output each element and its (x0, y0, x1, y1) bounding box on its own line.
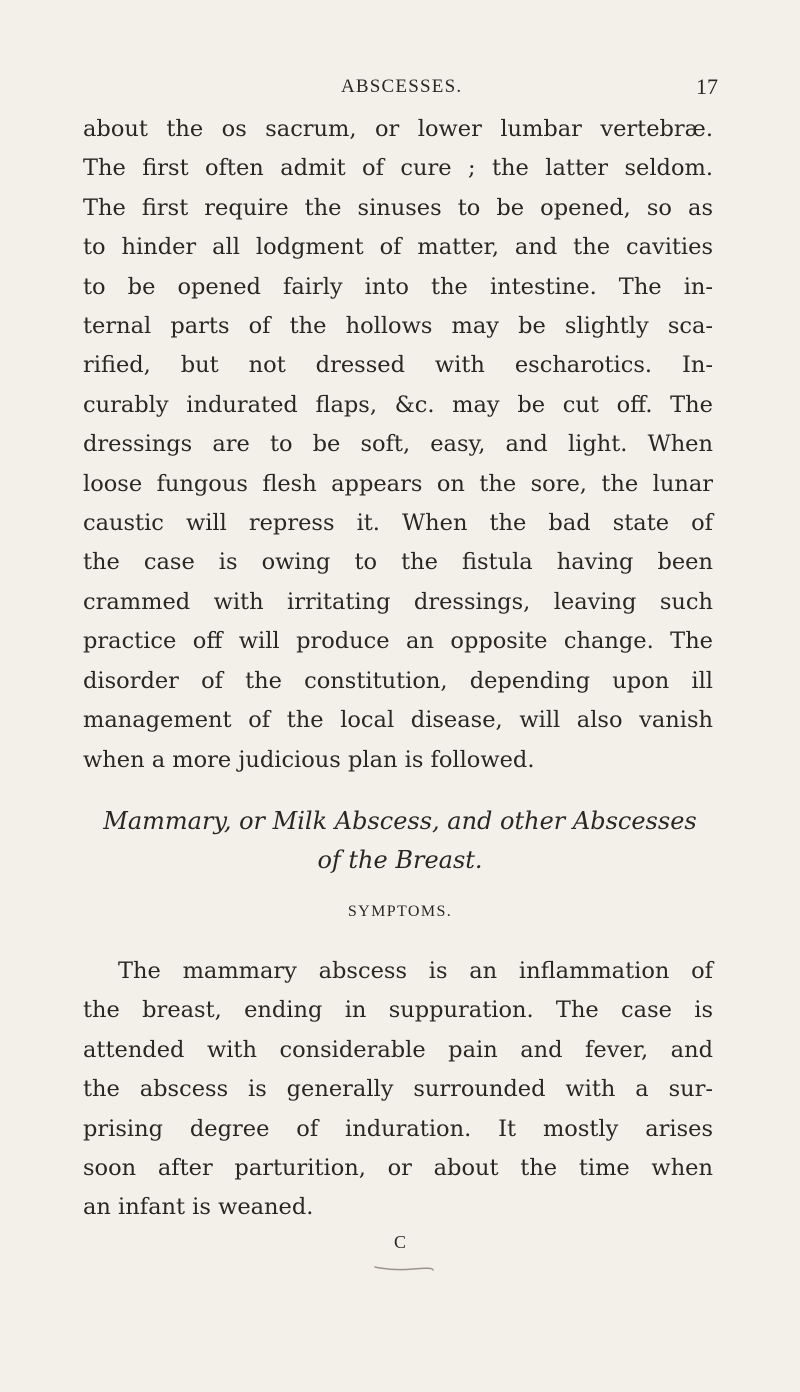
text-line: The mammary abscess is an inflammation of (118, 958, 713, 984)
section-heading-line-2: of the Breast. (317, 846, 483, 874)
text-line: the abscess is generally surrounded with a sur- (83, 1076, 713, 1103)
subheading-symptoms: SYMPTOMS. (347, 903, 453, 920)
text-line: dressings are to be soft, easy, and light. When (83, 431, 713, 458)
text-line: when a more judicious plan is followed. (83, 746, 535, 773)
text-line: ternal parts of the hollows may be slightly sca- (83, 313, 713, 340)
text-line: crammed with irritating dressings, leaving such (83, 588, 713, 615)
text-line: loose fungous flesh appears on the sore, the lunar (83, 470, 713, 497)
text-line: The first often admit of cure ; the latter seldom. (83, 155, 713, 182)
paragraph-symptoms (83, 952, 713, 1228)
text-line: management of the local disease, will also vanish (83, 707, 713, 734)
paragraph-continued (83, 110, 713, 780)
text-line: disorder of the constitution, depending upon ill (83, 667, 713, 694)
text-line: practice off will produce an opposite change. The (83, 628, 713, 655)
text-line: attended with considerable pain and fever, and (83, 1036, 713, 1063)
page-number: 17 (696, 74, 718, 99)
section-heading (0, 802, 800, 880)
text-line: curably indurated flaps, &c. may be cut off. The (83, 391, 713, 418)
running-title: ABSCESSES. (341, 76, 463, 97)
text-line: rified, but not dressed with escharotics. In- (83, 352, 713, 379)
text-line: an infant is weaned. (83, 1194, 314, 1221)
text-line: caustic will repress it. When the bad state of (83, 510, 713, 537)
text-line: soon after parturition, or about the time when (83, 1155, 713, 1182)
text-line: the breast, ending in suppuration. The case is (83, 997, 713, 1024)
text-line: about the os sacrum, or lower lumbar vertebræ. (83, 116, 713, 142)
section-heading-line-1: Mammary, or Milk Abscess, and other Abscesses (103, 807, 697, 835)
ink-smudge-decoration (373, 1264, 435, 1272)
running-head (0, 76, 800, 106)
text-line: prising degree of induration. It mostly arises (83, 1115, 713, 1142)
text-line: to be opened fairly into the intestine. The in- (83, 273, 713, 300)
text-line: The first require the sinuses to be opened, so as (83, 194, 713, 221)
text-line: to hinder all lodgment of matter, and the cavities (83, 234, 713, 261)
text-line: the case is owing to the fistula having been (83, 549, 713, 576)
signature-mark: C (393, 1232, 406, 1252)
